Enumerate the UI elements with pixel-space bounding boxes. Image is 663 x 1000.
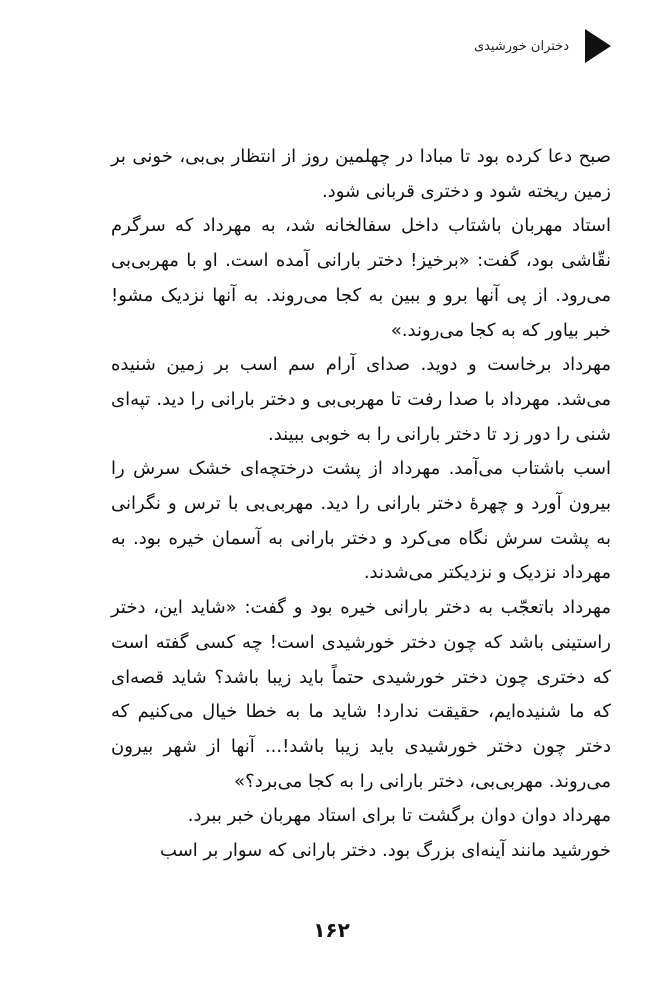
paragraph: استاد مهربان باشتاب داخل سفالخانه شد، به مهرداد که سرگرم نقّاشی بود، گفت: «برخیز! دختر بارانی آمده است. او با مهربی‌بی می‌رود. از پی آنها برو و ببین به کجا می‌روند. به آنها نزدیک مشو! خبر بیاور که به کجا می‌روند.» — [111, 215, 611, 341]
triangle-marker-icon — [585, 29, 611, 63]
body-text — [111, 140, 611, 869]
paragraph: مهرداد برخاست و دوید. صدای آرام سم اسب بر زمین شنیده می‌شد. مهرداد با صدا رفت تا مهربی‌بی و دختر بارانی را دید. تپه‌ای شنی را دور زد تا دختر بارانی را به خوبی ببیند. — [111, 354, 611, 445]
paragraph: اسب باشتاب می‌آمد. مهرداد از پشت درختچه‌ای خشک سرش را بیرون آورد و چهرهٔ دختر بارانی را دید. مهربی‌بی با ترس و نگرانی به پشت سرش نگاه می‌کرد و دختر بارانی به آسمان خیره بود. به مهرداد نزدیک و نزدیکتر می‌شدند. — [111, 458, 611, 584]
running-header — [474, 28, 611, 64]
page-number: ۱۶۲ — [313, 918, 350, 942]
paragraph: خورشید مانند آینه‌ای بزرگ بود. دختر بارانی که سوار بر اسب — [160, 840, 611, 862]
running-title: دختران خورشیدی — [473, 38, 569, 54]
paragraph: صبح دعا کرده بود تا مبادا در چهلمین روز از انتظار بی‌بی، خونی بر زمین ریخته شود و دختری قربانی شود. — [111, 146, 611, 202]
paragraph: مهرداد باتعجّب به دختر بارانی خیره بود و گفت: «شاید این، دختر راستینی باشد که چون دختر خورشیدی است! چه کسی گفته است که دختری چون دختر خورشیدی حتماً باید زیبا باشد؟ شاید قصه‌ای که ما شنیده‌ایم، حقیقت ندارد! شاید ما به خطا خیال می‌کنیم که دختر چون دختر خورشیدی باید زیبا باشد!... آنها از شهر بیرون می‌روند. مهربی‌بی، دختر بارانی را به کجا می‌برد؟» — [111, 597, 611, 792]
paragraph: مهرداد دوان دوان برگشت تا برای استاد مهربان خبر ببرد. — [187, 805, 611, 827]
